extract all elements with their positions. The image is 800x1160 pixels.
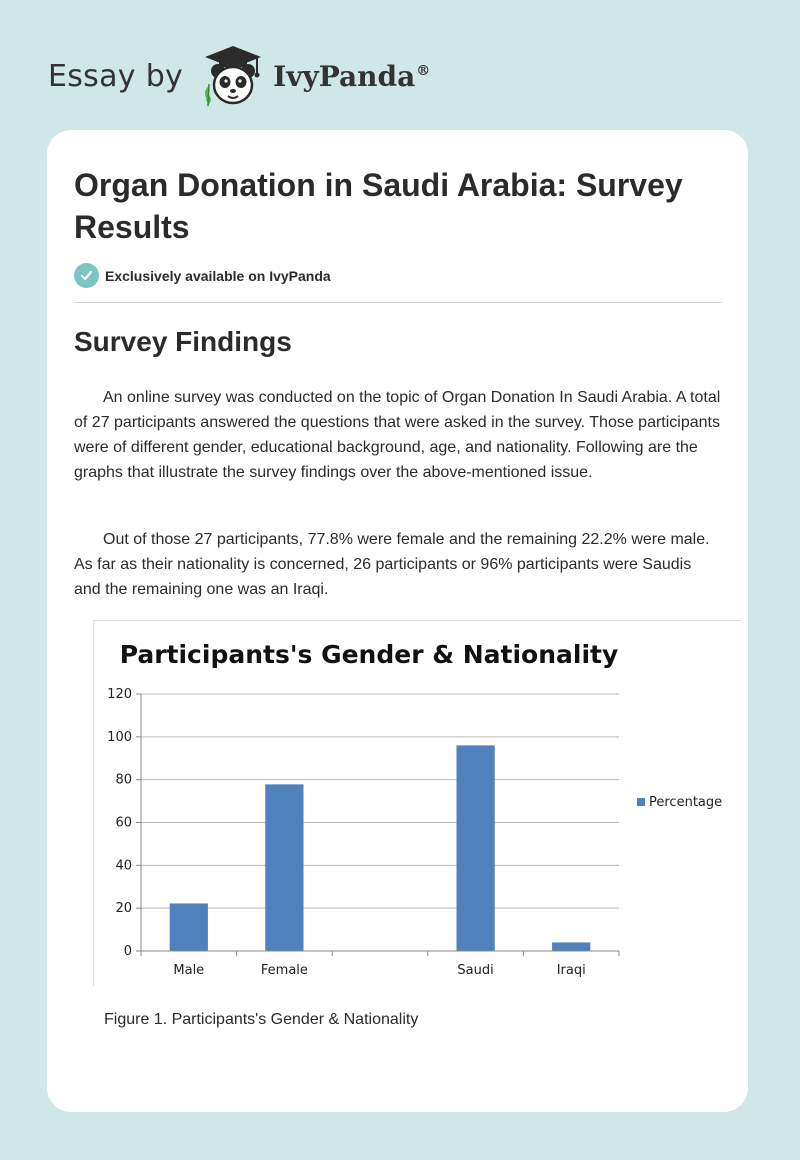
bar-iraqi [552,942,590,951]
paragraph: Out of those 27 participants, 77.8% were female and the remaining 22.2% were male. As far as their nationality is concerned, 26 participants or 96% participants were Saudis and the remaining one was an Iraqi. [74,531,710,598]
bar-male [170,903,208,951]
x-tick-label: Iraqi [556,963,586,978]
x-tick-label: Female [260,963,308,978]
x-tick-label: Male [173,963,205,978]
panda-logo-icon [197,40,269,112]
check-icon [74,263,99,288]
y-tick-label: 60 [115,815,132,831]
brand-name[interactable]: IvyPanda® [273,59,431,93]
paragraph: An online survey was conducted on the topic of Organ Donation In Saudi Arabia. A total of 27 participants answered the questions that were asked in the survey. Those participants were of different gender, educational background, age, and nationality. Following are the graphs that illustrate the survey findings over the above-mentioned issue. [74,389,721,481]
badge-text: Exclusively available on IvyPanda [105,267,331,284]
y-tick-label: 100 [107,729,132,745]
article-card [47,130,748,1112]
legend-label: Percentage [649,795,723,810]
section-heading: Survey Findings [74,326,292,357]
exclusive-badge [74,263,331,288]
bar-saudi [456,745,494,951]
y-tick-label: 120 [107,687,132,702]
page-title: Organ Donation in Saudi Arabia: Survey Results [74,167,683,245]
legend-swatch [637,798,645,806]
bar-female [265,784,303,951]
y-tick-label: 0 [123,944,132,959]
divider [74,302,722,303]
brand-prefix: Essay by [48,58,184,94]
x-tick-label: Saudi [457,963,494,978]
chart-title: Participants's Gender & Nationality [119,640,619,669]
y-tick-label: 40 [115,858,132,874]
y-tick-label: 80 [115,772,132,788]
y-tick-label: 20 [115,901,132,917]
figure-caption: Figure 1. Participants's Gender & Nationality [104,1011,419,1028]
brand-header [48,36,430,116]
gender-nationality-chart [93,620,741,986]
